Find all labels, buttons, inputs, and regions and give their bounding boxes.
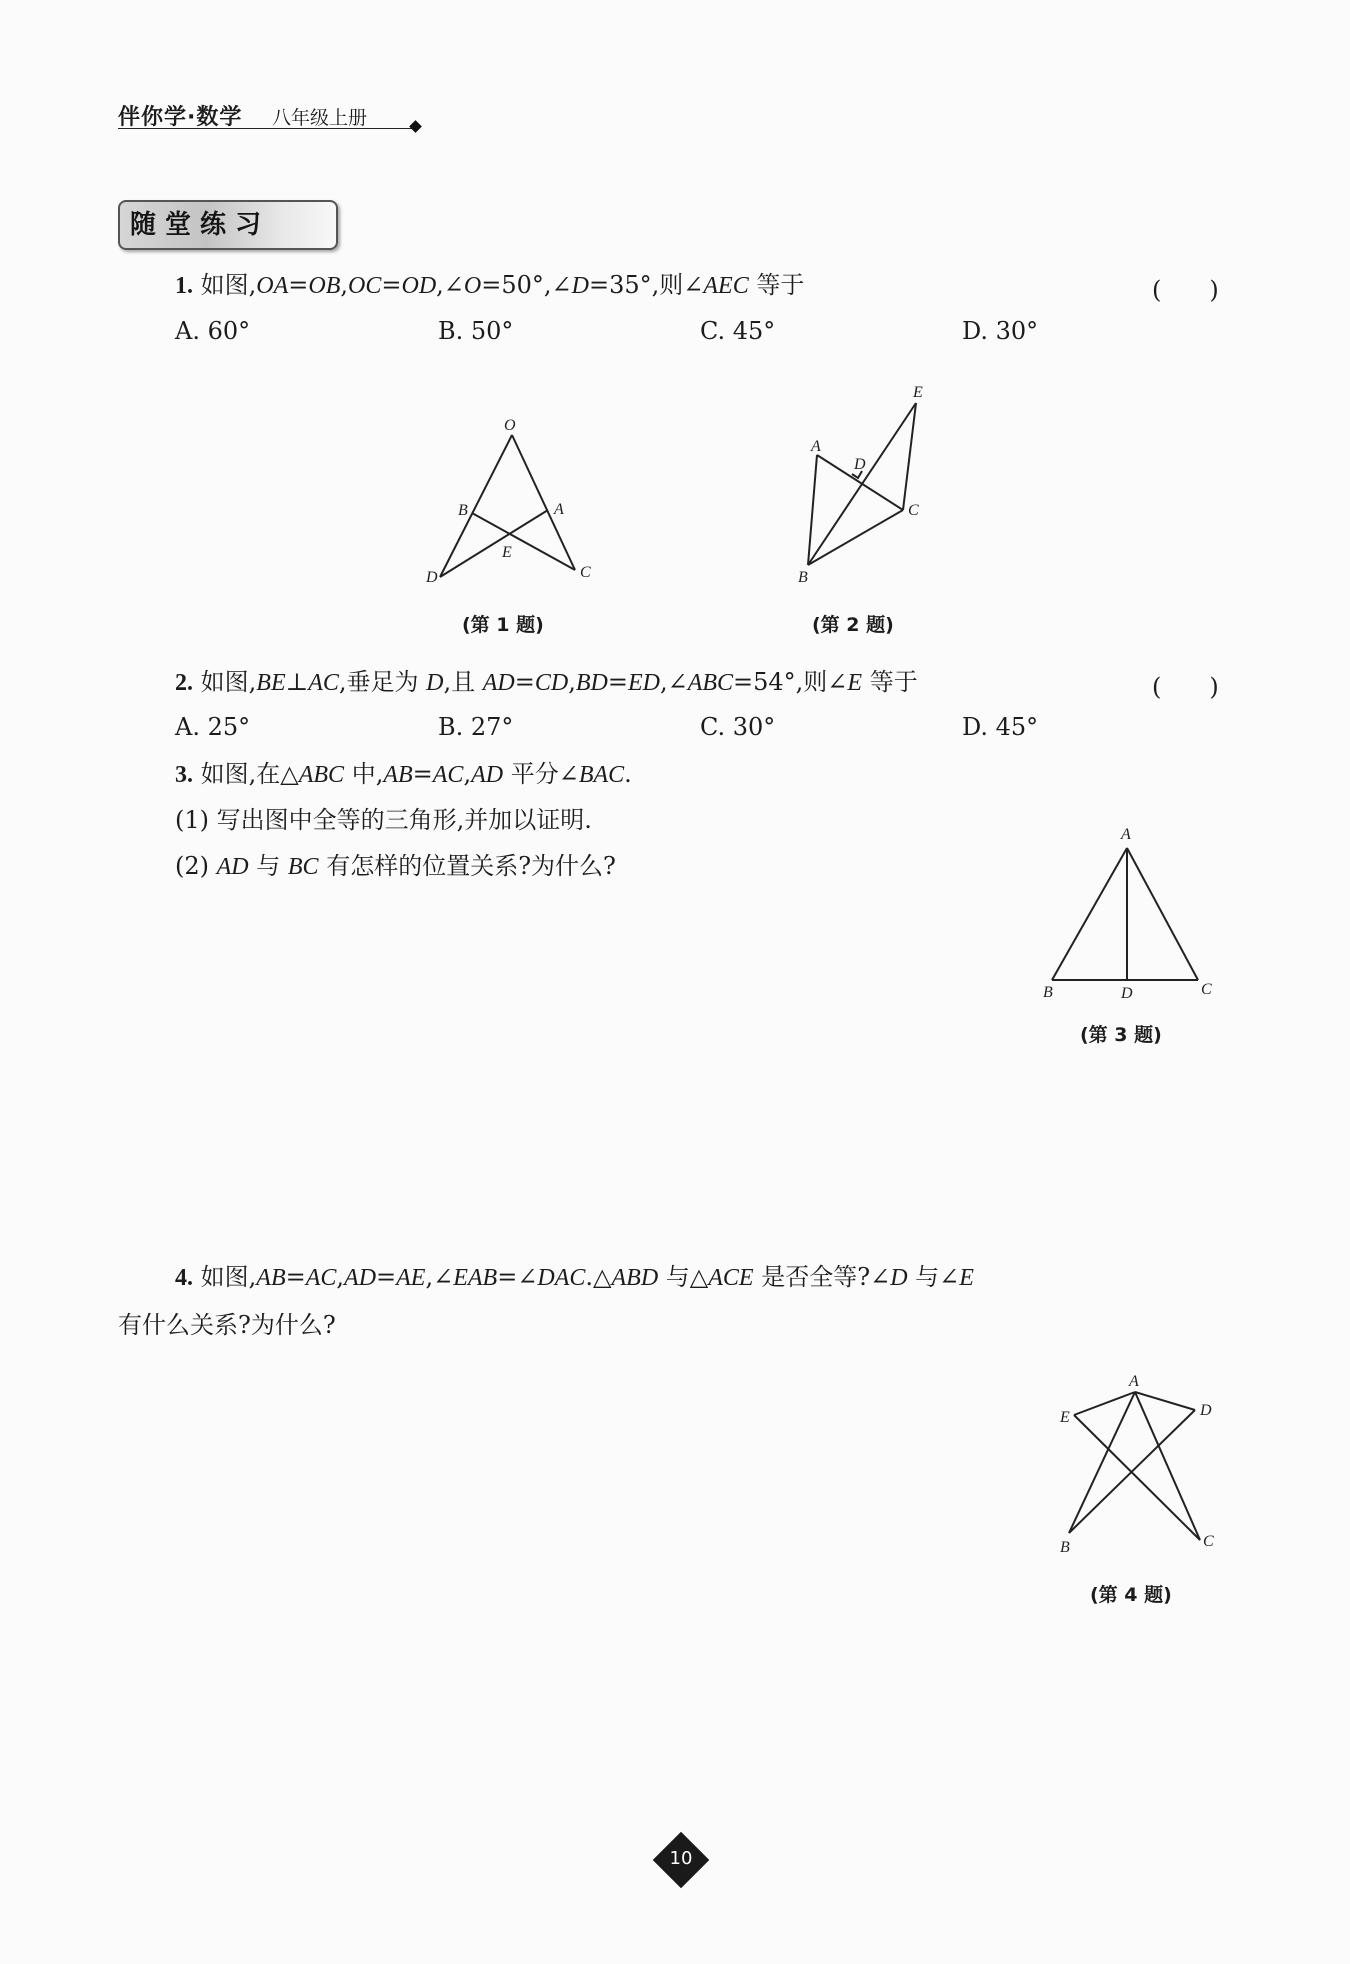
label-c: C xyxy=(580,564,591,581)
label-d: D xyxy=(426,569,438,586)
question-number: 1. xyxy=(175,273,193,299)
label-c: C xyxy=(1203,1533,1214,1550)
line-ab xyxy=(808,455,817,565)
label-a: A xyxy=(811,438,821,455)
line-ac xyxy=(1127,848,1198,980)
figure-3-caption: (第 3 题) xyxy=(1080,1024,1162,1046)
label-e: E xyxy=(502,544,512,561)
question-number: 2. xyxy=(175,670,193,696)
question-2 xyxy=(175,667,918,698)
line-ad xyxy=(1135,1392,1195,1410)
answer-bracket: ( ) xyxy=(1152,673,1219,701)
figure-1-caption: (第 1 题) xyxy=(462,614,544,636)
diamond-icon xyxy=(409,120,422,133)
question-text: 如图,在△ABC 中,AB=AC,AD 平分∠BAC. xyxy=(200,760,632,788)
label-e: E xyxy=(913,384,923,401)
figure-4-caption: (第 4 题) xyxy=(1090,1584,1172,1606)
question-text: 如图,OA=OB,OC=OD,∠O=50°,∠D=35°,则∠AEC 等于 xyxy=(200,271,805,299)
option-b: B. 27° xyxy=(438,713,514,741)
question-3-part-2: (2) AD 与 BC 有怎样的位置关系?为什么? xyxy=(175,852,616,880)
label-b: B xyxy=(798,569,808,586)
line-ab xyxy=(1052,848,1127,980)
label-o: O xyxy=(504,417,516,434)
page-number: 10 xyxy=(669,1848,693,1869)
label-d: D xyxy=(854,456,866,473)
question-3 xyxy=(175,759,632,790)
section-banner-label: 随堂练习 xyxy=(130,210,271,240)
book-grade: 八年级上册 xyxy=(272,107,368,129)
label-b: B xyxy=(1060,1539,1070,1556)
header-divider xyxy=(118,128,414,129)
figure-3 xyxy=(1035,820,1225,1005)
question-number: 3. xyxy=(175,762,193,788)
option-a: A. 60° xyxy=(175,317,251,345)
label-c: C xyxy=(1201,981,1212,998)
question-number: 4. xyxy=(175,1265,193,1291)
label-a: A xyxy=(1121,826,1131,843)
label-b: B xyxy=(458,502,468,519)
figure-2-caption: (第 2 题) xyxy=(812,614,894,636)
label-c: C xyxy=(908,502,919,519)
book-title: 伴你学·数学 xyxy=(118,105,243,130)
label-b: B xyxy=(1043,984,1053,1001)
answer-bracket: ( ) xyxy=(1152,276,1219,304)
option-c: C. 45° xyxy=(700,317,776,345)
option-d: D. 45° xyxy=(962,713,1039,741)
question-1 xyxy=(175,270,804,301)
figure-4 xyxy=(1050,1370,1230,1560)
line-ec xyxy=(1074,1415,1200,1540)
option-b: B. 50° xyxy=(438,317,514,345)
line-bc xyxy=(808,510,903,565)
option-a: A. 25° xyxy=(175,713,251,741)
figure-1 xyxy=(420,410,610,595)
label-a: A xyxy=(554,501,564,518)
label-d: D xyxy=(1121,985,1133,1002)
option-d: D. 30° xyxy=(962,317,1039,345)
question-4-line-2: 有什么关系?为什么? xyxy=(118,1311,336,1339)
question-text: 如图,BE⊥AC,垂足为 D,且 AD=CD,BD=ED,∠ABC=54°,则∠E 等于 xyxy=(200,668,918,696)
question-3-part-1: (1) 写出图中全等的三角形,并加以证明. xyxy=(175,806,592,834)
line-be xyxy=(808,403,916,565)
option-c: C. 30° xyxy=(700,713,776,741)
question-text: 如图,AB=AC,AD=AE,∠EAB=∠DAC.△ABD 与△ACE 是否全等?∠D 与∠E xyxy=(200,1263,974,1291)
label-a: A xyxy=(1129,1373,1139,1390)
label-d: D xyxy=(1200,1402,1212,1419)
figure-2 xyxy=(790,375,940,590)
line-oc xyxy=(512,435,575,570)
question-4 xyxy=(175,1262,974,1293)
line-bc xyxy=(472,513,575,570)
label-e: E xyxy=(1060,1409,1070,1426)
